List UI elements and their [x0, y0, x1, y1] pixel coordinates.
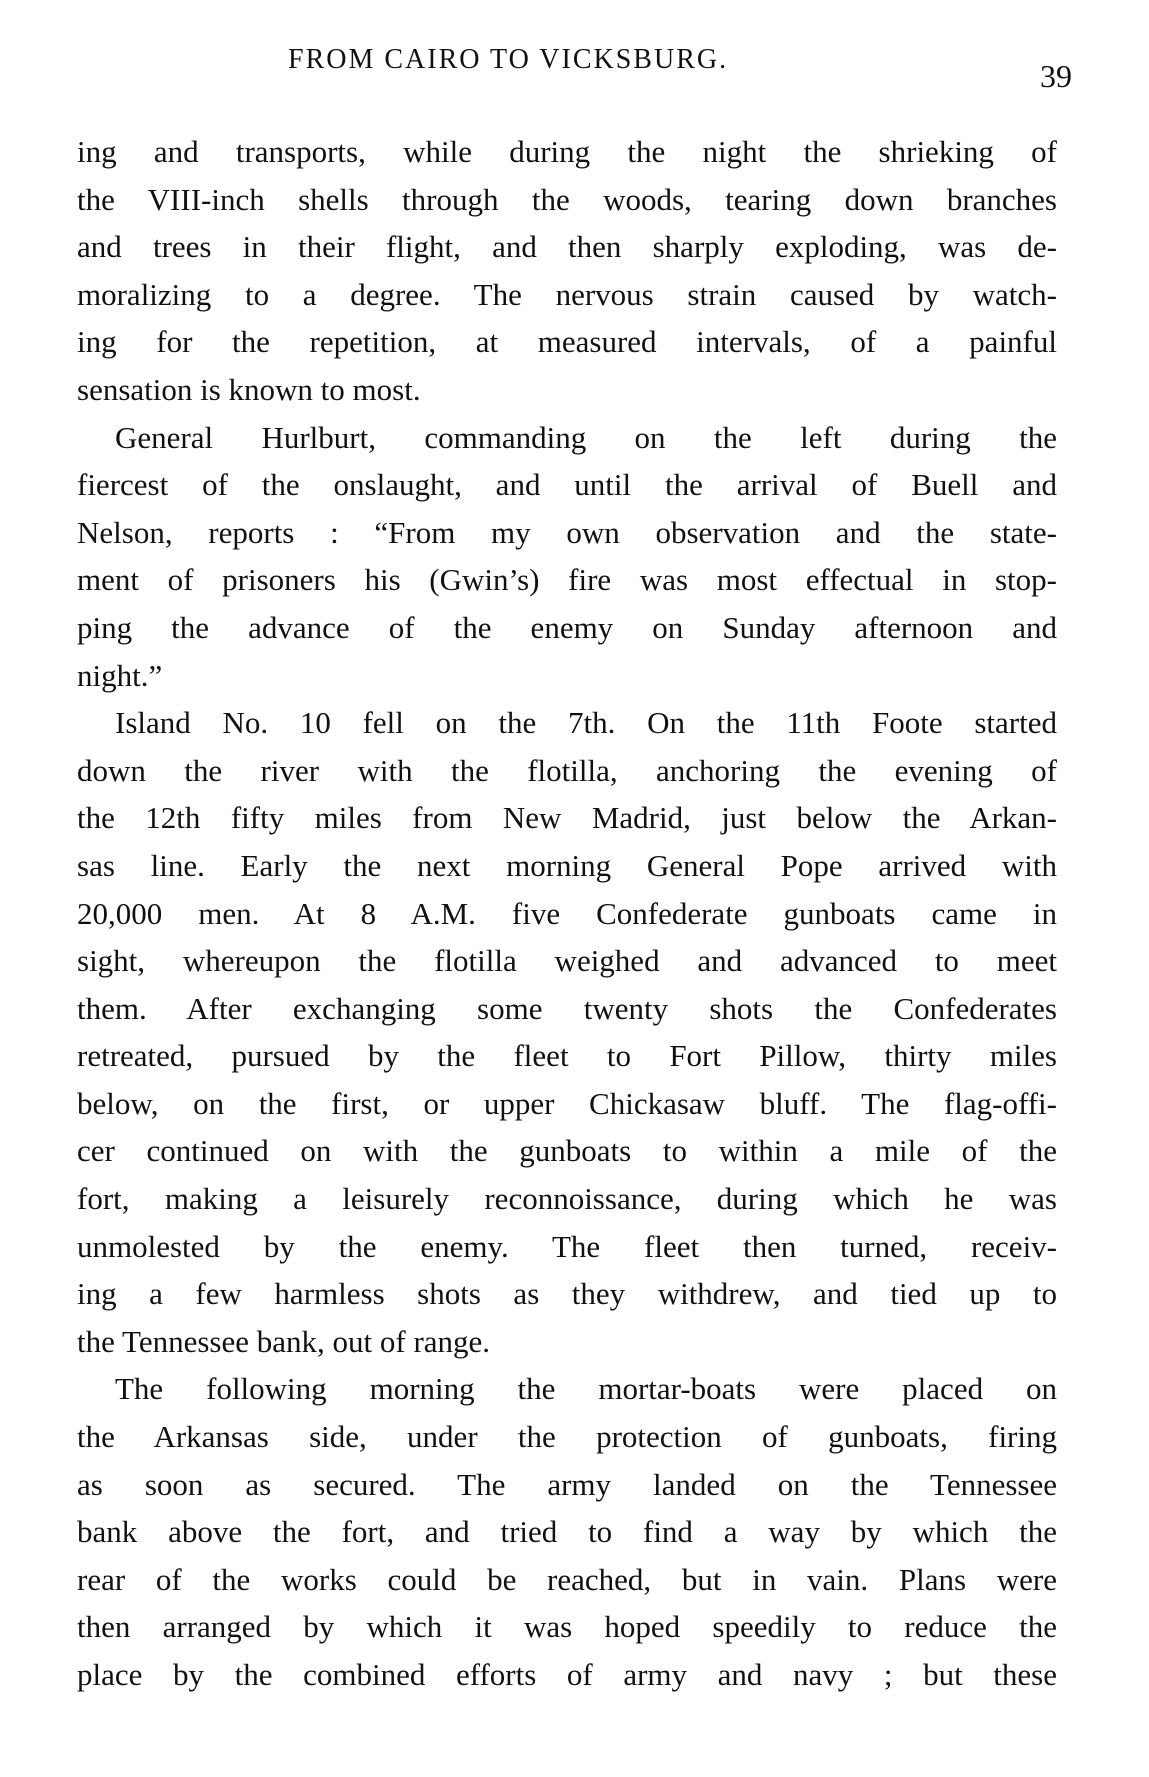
- text-line: the Arkansas side, under the protection of gunboats, firing: [77, 1419, 1057, 1455]
- text-line: sas line. Early the next morning General Pope arrived with: [77, 847, 1057, 883]
- text-line: bank above the fort, and tried to find a way by which the: [77, 1514, 1057, 1550]
- body-text: [77, 128, 1057, 1699]
- text-line: place by the combined efforts of army and navy ; but these: [77, 1657, 1057, 1692]
- paragraph-2: [77, 414, 1057, 700]
- text-line: Island No. 10 fell on the 7th. On the 11th Foote started: [115, 705, 1057, 741]
- paragraph-3: [77, 699, 1057, 1365]
- text-line: ing for the repetition, at measured intervals, of a painful: [77, 324, 1057, 360]
- text-line: then arranged by which it was hoped speedily to reduce the: [77, 1609, 1057, 1645]
- running-head: FROM CAIRO TO VICKSBURG.: [288, 44, 729, 75]
- text-line: the 12th fifty miles from New Madrid, just below the Arkan-: [77, 800, 1057, 836]
- text-line: fort, making a leisurely reconnoissance, during which he was: [77, 1181, 1057, 1217]
- text-line: moralizing to a degree. The nervous strain caused by watch-: [77, 276, 1057, 312]
- text-line: sight, whereupon the flotilla weighed and advanced to meet: [77, 943, 1057, 979]
- text-line: The following morning the mortar-boats were placed on: [115, 1371, 1057, 1407]
- text-line: night.”: [77, 657, 163, 693]
- text-line: below, on the first, or upper Chickasaw bluff. The flag-offi-: [77, 1085, 1057, 1121]
- text-line: them. After exchanging some twenty shots the Confederates: [77, 990, 1057, 1026]
- text-line: cer continued on with the gunboats to within a mile of the: [77, 1133, 1057, 1169]
- text-line: the VIII-inch shells through the woods, tearing down branches: [77, 181, 1057, 217]
- text-line: and trees in their flight, and then sharply exploding, was de-: [77, 229, 1057, 265]
- text-line: General Hurlburt, commanding on the left during the: [115, 419, 1057, 455]
- text-line: Nelson, reports : “From my own observation and the state-: [77, 514, 1057, 550]
- text-line: ping the advance of the enemy on Sunday afternoon and: [77, 609, 1057, 645]
- text-line: sensation is known to most.: [77, 371, 421, 407]
- text-line: retreated, pursued by the fleet to Fort Pillow, thirty miles: [77, 1038, 1057, 1074]
- paragraph-1: [77, 128, 1057, 414]
- text-line: 20,000 men. At 8 A.M. five Confederate gunboats came in: [77, 895, 1057, 931]
- text-line: ing a few harmless shots as they withdrew, and tied up to: [77, 1276, 1057, 1312]
- text-line: down the river with the flotilla, anchoring the evening of: [77, 752, 1057, 788]
- text-line: rear of the works could be reached, but in vain. Plans were: [77, 1561, 1057, 1597]
- text-line: the Tennessee bank, out of range.: [77, 1323, 491, 1359]
- text-line: ing and transports, while during the night the shrieking of: [77, 134, 1057, 169]
- page-number: 39: [1040, 58, 1072, 94]
- text-line: ment of prisoners his (Gwin’s) fire was most effectual in stop-: [77, 562, 1057, 598]
- paragraph-4: [77, 1365, 1057, 1698]
- text-line: fiercest of the onslaught, and until the arrival of Buell and: [77, 467, 1057, 503]
- text-line: as soon as secured. The army landed on the Tennessee: [77, 1466, 1057, 1502]
- text-line: unmolested by the enemy. The fleet then turned, receiv-: [77, 1228, 1057, 1264]
